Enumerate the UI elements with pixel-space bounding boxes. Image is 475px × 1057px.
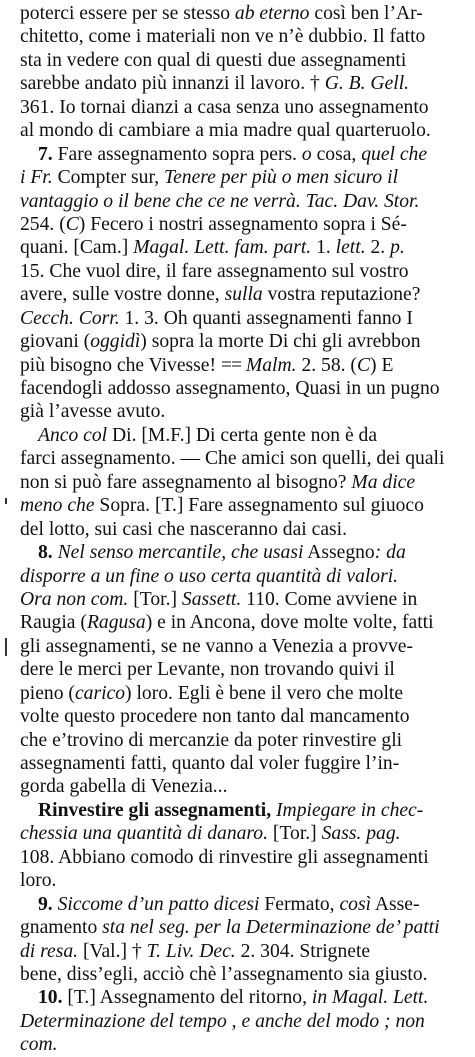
text-run: bene, diss’egli, acciò chè l’assegnamento sia giusto. (20, 963, 428, 985)
text-run: 15. Che vuol dire, il fare assegnamento sul vostro (20, 260, 409, 282)
text-line (20, 190, 470, 213)
text-run: sta nel seg. per la Determinazione de’ patti (102, 917, 440, 939)
text-run: [Val.] † (78, 940, 147, 962)
text-line (20, 330, 470, 353)
text-run: non si può fare assegnamento al bisogno? (20, 471, 352, 493)
text-run: Ma dice (351, 471, 416, 493)
text-line (20, 822, 470, 845)
text-line (20, 1010, 470, 1033)
text-run: dere le merci per Levante, non trovando quivi il (20, 659, 395, 681)
text-run: più bisogno che Vivesse! (20, 354, 221, 376)
text-run: di resa. (20, 940, 79, 962)
text-run: Sopra. [T.] Fare assegnamento sul giuoco (94, 495, 424, 517)
text-run: Malm. (245, 354, 297, 376)
text-run: == (220, 354, 242, 376)
text-run: Raugia ( (20, 612, 87, 634)
text-run: Ragusa (86, 612, 146, 634)
text-run: p. (390, 237, 405, 259)
text-run: ab eterno (234, 3, 310, 24)
text-line (20, 752, 470, 775)
text-run: o (301, 143, 312, 165)
text-run: 1. 3. Oh quanti assegnamenti fanno I (119, 307, 413, 329)
text-run: Sass. pag. (321, 823, 401, 845)
text-line (20, 846, 470, 869)
text-run: Rinvestire gli assegnamenti, (38, 799, 272, 821)
text-run: 2. 304. Strignete (235, 940, 371, 962)
text-run: già l’avesse avuto. (20, 401, 166, 423)
text-line (20, 2, 470, 25)
text-run: facendogli addosso assegnamento, Quasi in un pugno (20, 378, 440, 399)
text-line (20, 119, 470, 142)
text-run: C (356, 354, 371, 376)
text-run: Ora non com. (20, 588, 129, 610)
text-run: gli assegnamenti, se ne vanno a Venezia a provve- (20, 635, 414, 657)
text-line (20, 494, 470, 517)
dictionary-page-text (20, 2, 470, 1057)
text-run: 2. 58. ( (296, 354, 357, 376)
text-run: Cecch. Corr. (20, 307, 120, 329)
text-run: pieno ( (20, 682, 75, 704)
text-line (20, 307, 470, 330)
text-run: Assegno (303, 542, 375, 564)
text-line (20, 471, 470, 494)
text-run: cosa, (311, 143, 362, 165)
text-run: Di. [M.F.] Di certa gente non è da (107, 424, 378, 446)
text-run: vostra reputazione? (262, 284, 421, 306)
text-line (20, 49, 470, 72)
text-line (20, 940, 470, 963)
text-run: Magal. Lett. fam. part. (133, 237, 312, 259)
text-line (20, 1033, 470, 1056)
text-run: Asse- (371, 893, 420, 915)
text-run: ) loro. Egli è bene il vero che molte (125, 682, 404, 704)
text-line (20, 283, 470, 306)
text-line (20, 705, 470, 728)
text-run: poterci essere per se stesso (20, 3, 235, 24)
text-run: ) E (370, 354, 394, 376)
text-run: Compter sur, (52, 167, 164, 189)
text-run: farci assegnamento. — Che amici son quelli, dei quali (20, 448, 445, 470)
text-run: sarebbe andato più innanzi il lavoro. † (20, 73, 325, 95)
text-run: 1. (311, 237, 336, 259)
text-run: così ben l’Ar- (309, 3, 423, 24)
text-run: chessia una quantità di danaro. (20, 823, 269, 845)
text-run: assegnamenti fatti, quanto dal voler fuggire l’in- (20, 753, 400, 774)
text-run: chitetto, come i materiali non ve n’è dubbio. Il fatto (20, 26, 426, 48)
text-run: carico (74, 682, 126, 704)
text-run: 254. ( (20, 213, 66, 235)
text-run: giovani ( (20, 331, 91, 353)
text-line (20, 518, 470, 541)
text-run: ) Fecero i nostri assegnamento sopra i Sé- (78, 213, 407, 235)
text-line (20, 400, 470, 423)
text-line (20, 260, 470, 283)
text-line (20, 635, 470, 658)
text-line (20, 541, 470, 564)
text-line (20, 236, 470, 259)
text-line (20, 377, 470, 400)
text-run: 108. Abbiano comodo di rinvestire gli assegnamenti (20, 846, 429, 868)
text-run: Impiegare in chec- (276, 799, 424, 821)
text-run: gnamento (20, 917, 103, 939)
text-line (20, 447, 470, 470)
text-run: vantaggio o il bene che ce ne verrà. Tac. Dav. Stor. (20, 190, 420, 212)
text-run: quel che (361, 143, 428, 165)
text-line (20, 96, 470, 119)
text-run: Determinazione del tempo , e anche del modo ; non (20, 1010, 425, 1032)
text-run: 361. Io tornai dianzi a casa senza uno assegnamento (20, 96, 429, 118)
text-line (20, 354, 470, 377)
text-run: Anco col (38, 424, 108, 446)
text-run: 9. (38, 893, 53, 915)
text-run: quani. [Cam.] (20, 237, 134, 259)
text-run: al mondo di cambiare a mia madre qual quarteruolo. (20, 120, 431, 142)
text-run: 10. (38, 987, 63, 1009)
text-run: Tenere per più o men sicuro il (164, 167, 399, 189)
text-line (20, 916, 470, 939)
text-run: lett. (335, 237, 366, 259)
text-line (20, 799, 470, 822)
text-run: ) sopra la morte Di chi gli avrebbon (140, 331, 421, 353)
text-run: ) e in Ancona, dove molte volte, fatti (145, 612, 434, 634)
text-run: 110. Come avviene in (241, 588, 418, 610)
text-run: Fare assegnamento sopra pers. (52, 143, 302, 165)
text-run: G. B. Gell. (324, 73, 410, 95)
text-line (20, 963, 470, 986)
margin-mark (5, 498, 7, 504)
text-line (20, 986, 470, 1009)
text-line (20, 893, 470, 916)
text-run: del lotto, sui casi che nasceranno dai casi. (20, 518, 347, 540)
text-run: Fermato, (259, 893, 340, 915)
text-line (20, 588, 470, 611)
text-run: in Magal. Lett. (311, 987, 429, 1009)
text-line (20, 682, 470, 705)
text-run: [Tor.] (268, 823, 322, 845)
text-run: T. Liv. Dec. (146, 940, 236, 962)
text-line (20, 658, 470, 681)
text-run: disporre a un fine o uso certa quantità di valori. (20, 565, 399, 587)
text-line (20, 72, 470, 95)
text-run: sulla (224, 284, 263, 306)
text-run: volte questo procedere non tanto dal mancamento (20, 706, 410, 728)
text-line (20, 611, 470, 634)
text-line (20, 166, 470, 189)
text-run: avere, sulle vostre donne, (20, 284, 225, 306)
text-run: [T.] Assegnamento del ritorno, (62, 987, 312, 1009)
text-line (20, 565, 470, 588)
text-run: sta in vedere con qual di questi due assegnamenti (20, 49, 407, 71)
text-run: 8. (38, 542, 53, 564)
text-run: : da (374, 542, 406, 564)
text-run: meno che (20, 495, 95, 517)
text-run: 7. (38, 143, 53, 165)
text-line (20, 869, 470, 892)
text-run: che e’trovino di mercanzie da poter rinvestire gli (20, 729, 403, 751)
text-run: gorda gabella di Venezia... (20, 776, 228, 798)
text-line (20, 213, 470, 236)
text-run: così (339, 893, 372, 915)
text-run: Nel senso mercantile, che usasi (57, 542, 304, 564)
text-line (20, 729, 470, 752)
text-run: oggidì (90, 331, 141, 353)
text-line (20, 775, 470, 798)
text-run: loro. (20, 870, 57, 892)
text-run: com. (20, 1034, 58, 1056)
text-run: Sassett. (181, 588, 242, 610)
text-run: 2. (365, 237, 391, 259)
text-run: [Tor.] (128, 588, 182, 610)
text-run: C (65, 213, 79, 235)
margin-mark (5, 638, 7, 656)
text-line (20, 25, 470, 48)
text-run: Siccome d’un patto dicesi (57, 893, 260, 915)
text-line (20, 424, 470, 447)
text-line (20, 143, 470, 166)
text-run: i Fr. (20, 167, 53, 189)
